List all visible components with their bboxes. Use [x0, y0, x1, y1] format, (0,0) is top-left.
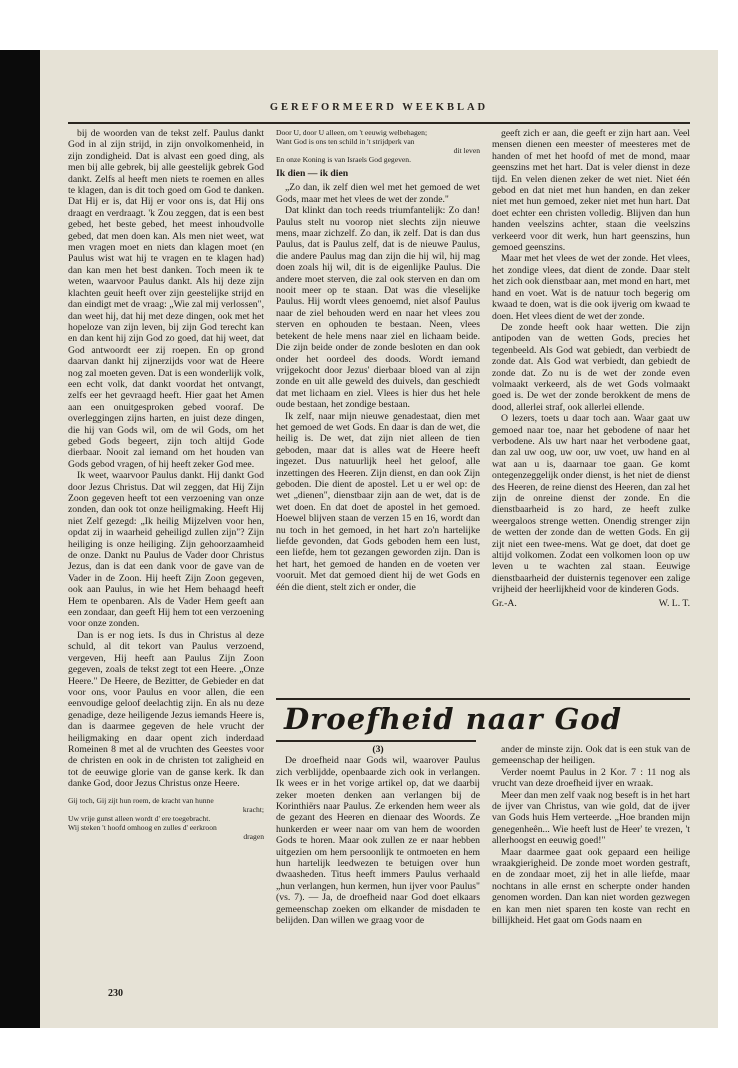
subheading: Ik dien — ik dien [276, 168, 349, 179]
poem-line: Gij toch, Gij zijt hun roem, de kracht van hunne [68, 795, 214, 805]
running-header: GEREFORMEERD WEEKBLAD [269, 102, 489, 113]
paragraph: ander de minste zijn. Ook dat is een stuk van de gemeenschap der heiligen. [492, 744, 690, 767]
title-rule-bottom [276, 740, 476, 742]
right-column [492, 128, 690, 688]
signature-line [492, 598, 690, 609]
poem-line: En onze Koning is van Israels God gegeven. [276, 155, 411, 164]
scanned-page [40, 50, 718, 1028]
poem-line: Door U, door U alleen, om 't eeuwig welbehagen; [276, 128, 428, 137]
paragraph: Meer dan men zelf vaak nog beseft is in het hart de ijver van Christus, van wie gold, dat de ijver van Gods huis Hem verteerde. „Hoe branden mijn genegenheên... Wie heeft lust de Heer' te vrezen, 't allerhoogst en eeuwig goed!" [492, 789, 690, 847]
section-column-1 [276, 744, 480, 994]
paragraph: bij de woorden van de tekst zelf. Paulus dankt God in al zijn strijd, in zijn onvolkomenheid, in zijn zondigheid. Dat is alvast een goed ding, als men bij alle gebrek, bij alle geestelijk gebrek God dankt. Zelfs al heeft men niets te roemen en alles te klagen, dan is dit toch goed om God te danken. Dat Hij er is, dat Hij er voor ons is, dat Hij ons draagt en verdraagt. 'k Zou zeggen, dat is een best gebed, het beste gebed, het meest inhoudvolle gebed, dat men doen kan. Als men niet weet, wat men vragen moet en niets dan klagen moet (en Paulus wist wat hij te vragen en te klagen had) dan kan men het best danken. Toch meen ik te weten, waarvoor Paulus dankt. Als hij deze zijn klachten geuit heeft over zijn geestelijke strijd en dan eindigt met de vraag: „Wie zal mij verlossen", dan weet hij, dat hij met deze dingen, ook met het hopeloze van zijn leven, bij zijn God terecht kan en dan kent hij zijn God zo goed, dat hij weet, dat God antwoordt eer zij roepen. En op grond daarvan dankt hij zijnerzijds voor wat de Heere nog zal moeten geven. Dat is een wonderlijk volk, een echt volk, dat dankt voordat het ontvangt, zelfs eer het gevraagd heeft. Hier gaat het Amen aan een onuitgesproken gebed vooraf. De overleggingen zijns harten, en juist deze dingen, die hij van Gods wil, om de wil Gods, om het gebed Gods begeert, zijn toch altijd Gode dierbaar. Nooit zal iemand om het houden van Gods gebod vragen, of hij heeft zeker God mee. [68, 128, 264, 470]
left-poem [68, 796, 264, 841]
title-rule-top [276, 698, 690, 700]
section-title: Droefheid naar God [284, 702, 623, 736]
paragraph: Maar met het vlees de wet der zonde. Het vlees, het zondige vlees, dat dient de zonde. Daar stelt het zich ook dienstbaar aan, met mond en hart, met hand en voet. Wat is de natuur toch begerig om kwaad te doen, wat is die ook ijverig om kwaad te doen. Het vlees dient de wet der zonde. [492, 253, 690, 322]
header-rule-left [68, 122, 690, 124]
left-column [68, 128, 264, 978]
right-column-body [492, 128, 690, 596]
page-number: 230 [108, 988, 123, 999]
paragraph: O lezers, toets u daar toch aan. Waar gaat uw gemoed naar toe, naar het gebodene of naar het verbodene. Als uw hart naar het verbodene gaat, dan zal uw oog, uw oor, uw voet, uw hand en al wat aan u is, daarnaar toe gaan. Ge komt ontegenzeggelijk onder dienst, is het niet de dienst des Heeren, de reine dienst des Heeren, dan zal het zijn de onreine dienst der zonde. En die dienstbaarheid is zo hard, ze heeft zulke weergaloos strenge wetten. Onendig strenger zijn de wetten der zonde dan de wetten Gods. En gij zijt niet een twee-mens. Wat ge doet, dat doet ge altijd volkomen. Zodat een volkomen loon op uw leven u te wachten zal staan. Eeuwige dienstbaarheid der duisternis tegenover een zalige vrijheid der heerlijkheid voor de kinderen Gods. [492, 413, 690, 596]
middle-column [276, 128, 480, 684]
poem-line: Uw vrije gunst alleen wordt d' ere toegebracht. [68, 813, 211, 823]
section-col1-body [276, 755, 480, 926]
left-column-body [68, 128, 264, 790]
middle-column-body [276, 182, 480, 593]
poem-line: kracht; [242, 804, 264, 814]
signature-author: W. L. T. [658, 597, 690, 609]
paragraph: De droefheid naar Gods wil, waarover Paulus zich verblijdde, openbaarde zich ook in verlangen. Ik wees er in het vorige artikel op, dat we daarbij zeker moeten denken aan verlangen bij de Korinthiërs naar Paulus. Ze erkenden hem weer als de gezant des Heeren en dienaar des Woords. Ze hunkerden er weer naar om van hem de woorden Gods te horen. Maar ook zullen ze er naar hebben uitgezien om hem persoonlijk te ontmoeten en hem hun hartelijk leedwezen te betuigen over hun dwaasheden. Titus heeft immers Paulus verhaald „hun verlangen, hun kermen, hun ijver voor Paulus" (vs. 7). — Ja, de droefheid naar God doet elkaars gemeenschap zoeken om elkander de misdaden te belijden. Dan willen we graag voor de [276, 755, 480, 927]
middle-poem [276, 128, 480, 164]
paragraph: „Zo dan, ik zelf dien wel met het gemoed de wet Gods, maar met het vlees de wet der zonde." [276, 182, 480, 205]
section-column-2 [492, 744, 690, 994]
paragraph: Dan is er nog iets. Is dus in Christus al deze schuld, al dit tekort van Paulus verzoend, vergeven, Hij heeft aan Paulus Zijn Zoon gegeven, zoals de tekst zegt tot een Heere. „Onze Heere." De Heere, de Bezitter, de Gebieder en dat voor ons, voor Paulus en voor allen, die een eenvoudige geloof deelachtig zijn. En als nu deze genadige, deze heiligende Jezus iemands Heere is, dan is daarmee gegeven de hele vrucht der heiligmaking en daar opent zich inderdaad Romeinen 8 met al de vruchten des Geestes voor de christen en ook in de christen tot zaligheid en tot de eeuwige glorie van de ganse kerk. Ik dan danke God, door Jezus Christus onze Heere. [68, 629, 264, 790]
section-col2-body [492, 744, 690, 927]
signature-place: Gr.-A. [492, 597, 517, 609]
paragraph: Ik weet, waarvoor Paulus dankt. Hij dankt God door Jezus Christus. Dat wil zeggen, dat Hij Zijn Zoon gegeven heeft tot een verzoening van onze zonden, dan ook tot onze heiligmaking. Heeft Hij niet Zelf gezegd: „Ik heilig Mijzelven voor hen, opdat zij in waarheid geheiligd zullen zijn"? Zijn heiliging is onze heiliging. Zijn gehoorzaamheid de onze. Dankt nu Paulus de Vader door Christus Jezus, dan is dat een dank voor de gave van de Vader in de Zoon. Hij heeft Zijn Zoon gegeven, ook aan Paulus, in wie het Hem behaagd heeft Hem te openbaren. Als de Vader Hem geeft aan een zondaar, dan geeft Hij hem tot een verzoening voor onze zonden. [68, 470, 264, 630]
poem-line: Wij steken 't hoofd omhoog en zulles d' eerkroon [68, 822, 217, 832]
paragraph: De zonde heeft ook haar wetten. Die zijn antipoden van de wetten Gods, precies het tegenbeeld. Als God wat gebiedt, dan verbiedt de zonde dat. Als God wat verbiedt, dan gebiedt de zonde dat. Zo nu is de wet der zonde even volmaakt verkeerd, als de wet Gods volmaakt goed is. De wet der zonde berokkent de mens de dood, allerlei straf, ook allerlei ellende. [492, 321, 690, 413]
paragraph: Maar daarmee gaat ook gepaard een heilige wraakgierigheid. De zonde moet worden gestraft, en de zondaar moet, zij het in alle liefde, maar nochtans in alle ernst en scherpte onder handen genomen worden. Dan kan niet worden gezwegen en kan men niet sparen ten koste van recht en billijkheid. Het gaat om Gods naam en [492, 846, 690, 927]
scan-shadow [0, 50, 40, 1028]
paragraph: geeft zich er aan, die geeft er zijn hart aan. Veel mensen dienen een meester of meesteres met de handen of met het hoofd of met de mond, maar geenszins met het hart. Dat is veler dienst in deze tijd. En velen dienen zeker de wet niet. Niet één gebod en dat niet met hun handen, en dan zeker niet met hun gemoed, zeker niet met hun hart. Dat doet echter een christen volledig. Blijven dan hun handen veelszins achter, staan die veelszins verkeerd voor dit werk, hun hart geenszins, hun gemoed geenszins. [492, 128, 690, 254]
paragraph: Dat klinkt dan toch reeds triumfantelijk: Zo dan! Paulus stelt nu voorop niet slechts zijn nieuwe mens, maar zichzelf. Zo dan, ik zelf. Dat is dan dus Paulus, dat is Paulus zelf, dat is de nieuwe Paulus, die andere Paulus mag dan zijn die hij wil, hij mag doen zoals hij wil, dit is de eigenlijke Paulus. Die andere moet sterven, die zal ook sterven en dan om nooit meer op te staan. Dat was die vleselijke Paulus. Hij wordt vlees genoemd, niet alsof Paulus naar de ziel behouden werd en naar het vlees zou sterven en ophouden te bestaan. Neen, vlees betekent de hele mens naar ziel en lichaam beide. Die zijn beide onder de zonde besloten en dan ook onder het oordeel des doods. Wordt iemand vrijgekocht door Jezus' dierbaar bloed van al zijn zonde en uit alle geweld des duivels, dan geschiedt dat met lichaam en ziel. Vlees is hier dus het hele oude bestaan, het zondige bestaan. [276, 205, 480, 411]
section-number: (3) [372, 744, 384, 755]
poem-line: Want God is ons ten schild in 't strijdperk van [276, 137, 415, 146]
paragraph: Verder noemt Paulus in 2 Kor. 7 : 11 nog als vrucht van deze droefheid ijver en wraak. [492, 766, 690, 790]
poem-line: dragen [243, 831, 264, 841]
paragraph: Ik zelf, naar mijn nieuwe genadestaat, dien met het gemoed de wet Gods. En daar is dan de wet, die heilig is. De wet, dat zijn niet alleen de tien geboden, maar dat is alles wat de Heere heeft ingezet. Dus natuurlijk heel het geloof, alle inzettingen des Heeren. Zijn dienst, en dan ook Zijn geboden. Die dient de apostel. Let u er wel op: de wet „dienen", dienstbaar zijn aan de wet, dat is de wet doen. En dat doet de apostel in het gemoed. Hoewel blijven staan de verzen 15 en 16, wordt dan nu toch in het gemoed, in het hart zo'n hartelijke liefde gevonden, dat Gods geboden hem een lust, een liefde, hem tot gezangen geworden zijn. Dan is het hart, het gemoed de handen en de voeten ver vooruit. Met dat gemoed dient hij de wet Gods en één die dient, stelt zich er onder, die [276, 410, 480, 593]
poem-line: dit leven [453, 146, 480, 155]
